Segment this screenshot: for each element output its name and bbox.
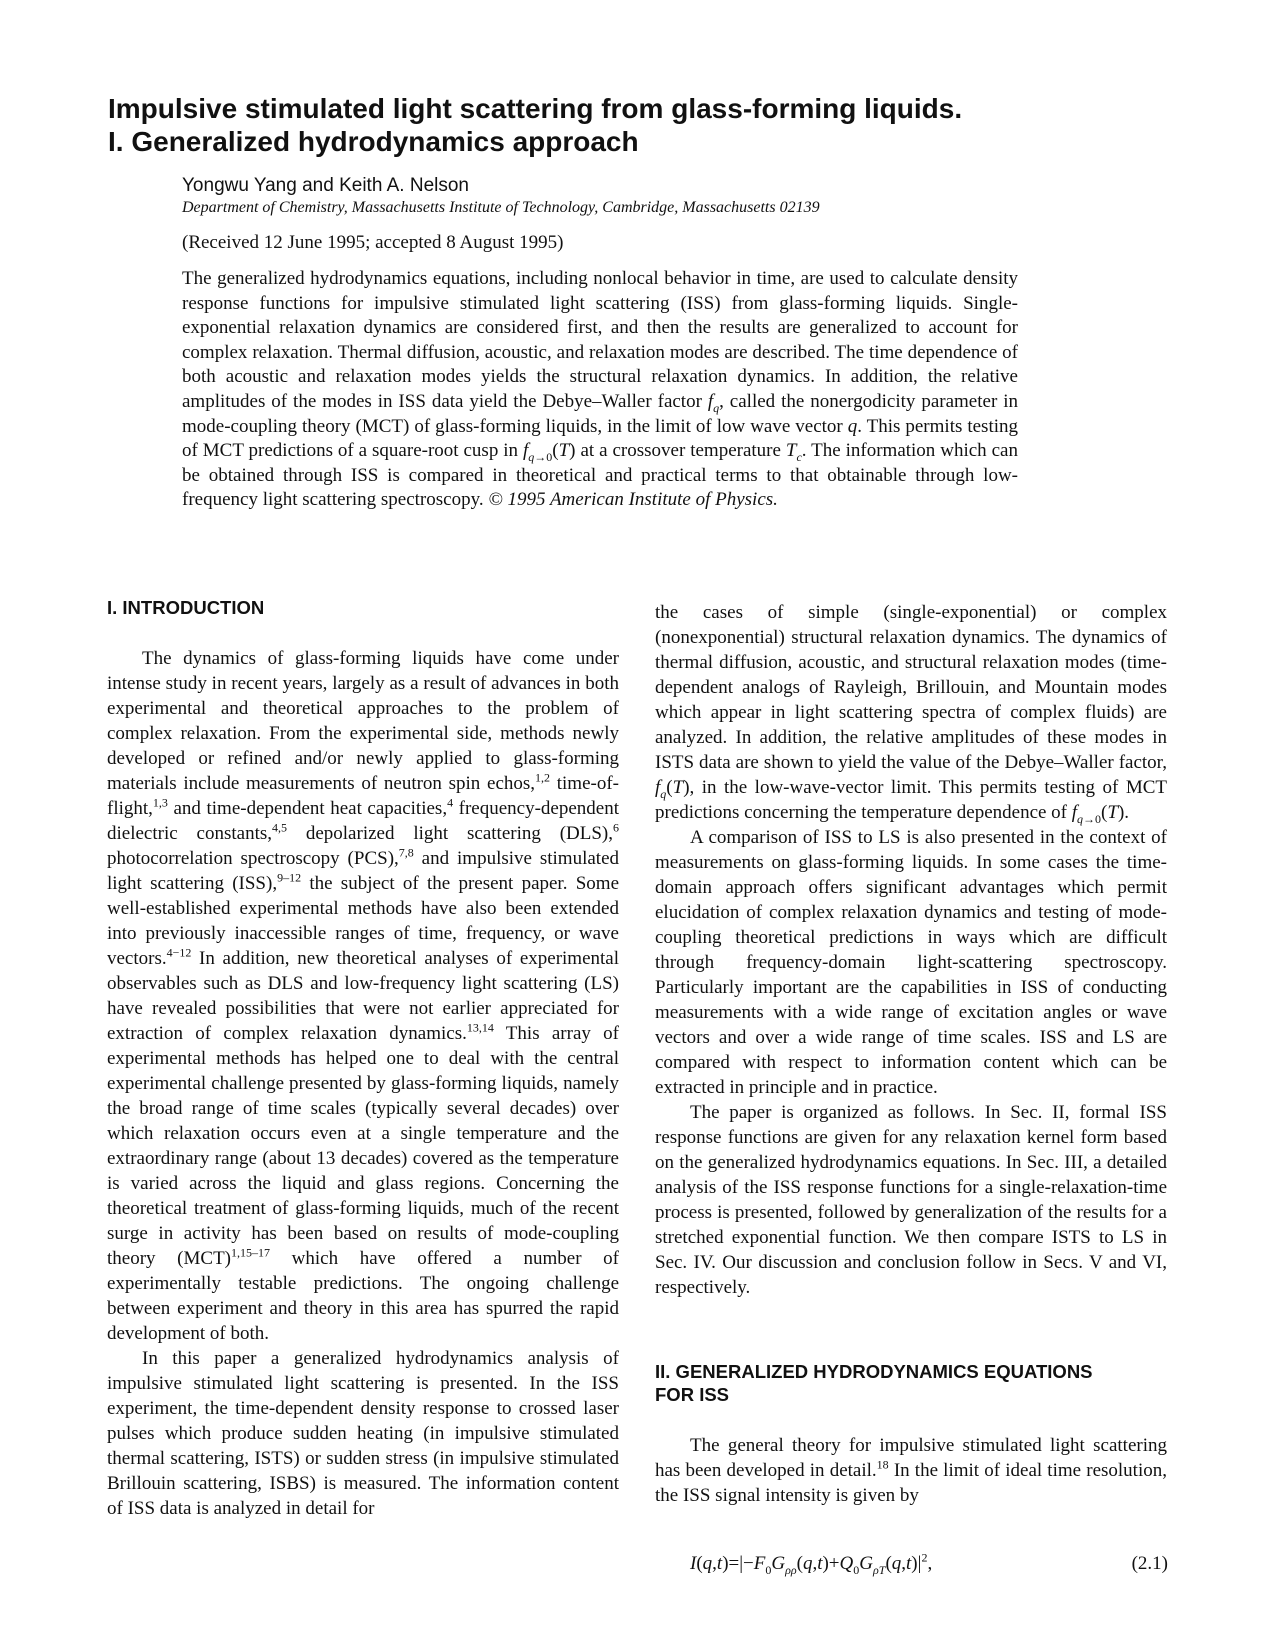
intro-text: the subject of the present paper. Some well-established experimental methods have also been extended into previously inaccessible ranges of time, frequency, or wave vectors. bbox=[107, 873, 619, 969]
section-heading-2-line-2: FOR ISS bbox=[655, 1384, 730, 1405]
intro-paragraph-1 bbox=[107, 646, 619, 1346]
title-line-1: Impulsive stimulated light scattering from glass-forming liquids. bbox=[108, 93, 963, 124]
reference: 1,2 bbox=[535, 770, 551, 785]
intro-text: photocorrelation spectroscopy (PCS), bbox=[107, 848, 399, 869]
section-heading-2 bbox=[655, 1360, 1167, 1406]
intro-text: The dynamics of glass-forming liquids have come under intense study in recent years, largely as a result of advances in both experimental and theoretical approaches to the problem of complex relaxation. From the experimental side, methods newly developed or refined and/or newly applied to glass-forming materials include measurements of neutron spin echos, bbox=[107, 648, 619, 794]
reference: 1,15–17 bbox=[231, 1245, 271, 1260]
intro-paragraph-2: In this paper a generalized hydrodynamics analysis of impulsive stimulated light scattering is presented. In the ISS experiment, the time-dependent density response to crossed laser pulses which produce sudden heating (in impulsive stimulated thermal scattering, ISTS) or sudden stress (in impulsive stimulated Brillouin scattering, ISBS) is measured. The information content of ISS data is analyzed in detail for bbox=[107, 1348, 619, 1519]
intro-text: which have offered a number of experimentally testable predictions. The ongoing challenge between experiment and theory in this area has spurred the rapid development of both. bbox=[107, 1248, 619, 1344]
reference: 13,14 bbox=[466, 1020, 494, 1035]
intro-text: This array of experimental methods has helped one to deal with the central experimental challenge presented by glass-forming liquids, namely the broad range of time scales (typically several decades) over which relaxation occurs even at a single temperature and the extraordinary range (about 13 decades) covered as the temperature is varied across the liquid and glass regions. Concerning the theoretical treatment of glass-forming liquids, much of the recent surge in activity has been based on results of mode-coupling theory (MCT) bbox=[107, 1023, 619, 1269]
intro-text: and impulsive stimulated light scattering (ISS), bbox=[107, 848, 620, 894]
reference: 4−12 bbox=[166, 945, 192, 960]
reference: 4,5 bbox=[272, 820, 287, 835]
copyright: © 1995 American Institute of Physics. bbox=[488, 489, 778, 511]
reference: 9–12 bbox=[277, 870, 302, 885]
intro-text: and time-dependent heat capacities, bbox=[167, 798, 448, 819]
abstract-text-1: The generalized hydrodynamics equations, including nonlocal behavior in time, are used to calculate density response functions for impulsive stimulated light scattering (ISS) from glass-forming liquids. Single-exponential relaxation dynamics are considered first, and then the results are generalized to account for complex relaxation. Thermal diffusion, acoustic, and relaxation modes are described. The time dependence of both acoustic and relaxation modes yields the structural relaxation dynamics. In addition, the relative amplitudes of the modes in ISS data yield the Debye–Waller factor bbox=[182, 268, 1018, 412]
intro-text: In addition, new theoretical analyses of experimental observables such as DLS and low-frequency light scattering (LS) have revealed possibilities that were not earlier appreciated for extraction of complex relaxation dynamics. bbox=[107, 948, 619, 1044]
reference: 1,3 bbox=[152, 795, 168, 810]
equation-number: (2.1) bbox=[1131, 1553, 1168, 1574]
reference: 4 bbox=[447, 795, 454, 810]
abstract-text-4: at a crossover temperature bbox=[575, 440, 786, 462]
abstract: The generalized hydrodynamics equations, including nonlocal behavior in time, are used to calculate density response functions for impulsive stimulated light scattering (ISS) from glass-forming liquids. Single-exponential relaxation dynamics are considered first, and then the results are generalized to account for complex relaxation. Thermal diffusion, acoustic, and relaxation modes are described. The time dependence of both acoustic and relaxation modes yields the structural relaxation dynamics. In addition, the relative amplitudes of the modes in ISS data yield the Debye–Waller factor $f_q$, called the nonergodicity parameter in mode-coupling theory (MCT) of glass-forming liquids, in the limit of low wave vector q. This permits testing of MCT predictions of a square-root cusp in $f_{q\to 0}(T)$ at a crossover temperature $T_c$. The information which can be obtained through ISS is compared in theoretical and practical terms to that obtainable through low-frequency light scattering spectroscopy. © 1995 American Institute of Physics. bbox=[182, 268, 1019, 511]
abstract-text-3: . This permits testing of MCT predictions of a square-root cusp in bbox=[182, 415, 1019, 462]
paper-title bbox=[108, 92, 1168, 158]
reference: 18 bbox=[876, 1457, 889, 1472]
sec2-text: In the limit of ideal time resolution, the ISS signal intensity is given by bbox=[655, 1460, 1167, 1506]
intro-text: frequency-dependent dielectric constants, bbox=[107, 798, 619, 844]
right-paragraph-3: The paper is organized as follows. In Sec. II, formal ISS response functions are given for any relaxation kernel form based on the generalized hydrodynamics equations. In Sec. III, a detailed analysis of the ISS response functions for a single-relaxation-time process is presented, followed by generalization of the results for a stretched exponential function. We then compare ISTS to LS in Sec. IV. Our discussion and conclusion follow in Secs. V and VI, respectively. bbox=[655, 1102, 1167, 1298]
abstract-text-2: , called the nonergodicity parameter in mode-coupling theory (MCT) of glass-forming liquids, in the limit of low wave vector bbox=[182, 390, 1018, 437]
right-paragraph-2: A comparison of ISS to LS is also presented in the context of measurements on glass-forming liquids. In some cases the time-domain approach offers significant advantages which permit elucidation of complex relaxation dynamics and testing of mode-coupling theoretical predictions in ways which are difficult through frequency-domain light-scattering spectroscopy. Particularly important are the capabilities in ISS of conducting measurements with a wide range of excitation angles or wave vectors and over a wide range of time scales. ISS and LS are compared with respect to information content which can be extracted in principle and in practice. bbox=[655, 827, 1167, 1098]
reference: 7,8 bbox=[398, 845, 414, 860]
received-dates: (Received 12 June 1995; accepted 8 August 1995) bbox=[182, 232, 564, 253]
authors: Yongwu Yang and Keith A. Nelson bbox=[182, 175, 469, 196]
intro-text: time-of-flight, bbox=[107, 773, 619, 819]
sec2-text: The general theory for impulsive stimulated light scattering has been developed in detail. bbox=[655, 1435, 1167, 1481]
right-paragraph-1: the cases of simple (single-exponential) or complex (nonexponential) structural relaxation dynamics. The dynamics of thermal diffusion, acoustic, and structural relaxation modes (time-dependent analogs of Rayleigh, Brillouin, and Mountain modes which appear in light scattering spectra of complex fluids) are analyzed. In addition, the relative amplitudes of these modes in ISTS data are shown to yield the value of the Debye–Waller factor, $f_q(T)$, in the low-wave-vector limit. This permits testing of MCT predictions concerning the temperature dependence of $f_{q\to 0}(T)$. bbox=[655, 602, 1167, 826]
affiliation: Department of Chemistry, Massachusetts Institute of Technology, Cambridge, Massachusetts 02139 bbox=[182, 199, 820, 216]
sec2-paragraph-1 bbox=[655, 1433, 1167, 1508]
right-text: the cases of simple (single-exponential) or complex (nonexponential) structural relaxation dynamics. The dynamics of thermal diffusion, acoustic, and structural relaxation modes (time-dependent analogs of Rayleigh, Brillouin, and Mountain modes which appear in light scattering spectra of complex fluids) are analyzed. In addition, the relative amplitudes of these modes in ISTS data are shown to yield the value of the Debye–Waller factor, bbox=[655, 602, 1167, 773]
section-heading-2-line-1: II. GENERALIZED HYDRODYNAMICS EQUATIONS bbox=[655, 1361, 1093, 1382]
left-column bbox=[107, 596, 619, 1521]
equation-body: $I(q,t)=|-F_0G_{\rho\rho}(q,t)+Q_0G_{\rho T}(q,t)|^2$, bbox=[690, 1550, 933, 1577]
right-column bbox=[655, 600, 1167, 1508]
reference: 6 bbox=[613, 820, 620, 835]
abstract-text-5: . The information which can be obtained through ISS is compared in theoretical and practical terms to that obtainable through low-frequency light scattering spectroscopy. bbox=[182, 440, 1018, 511]
title-line-2: I. Generalized hydrodynamics approach bbox=[108, 126, 639, 157]
equation-2-1 bbox=[690, 1550, 1168, 1577]
right-text: , in the low-wave-vector limit. This permits testing of MCT predictions concerning the temperature dependence of bbox=[655, 777, 1167, 823]
intro-text: depolarized light scattering (DLS), bbox=[287, 823, 614, 844]
section-heading-intro: I. INTRODUCTION bbox=[107, 597, 265, 618]
